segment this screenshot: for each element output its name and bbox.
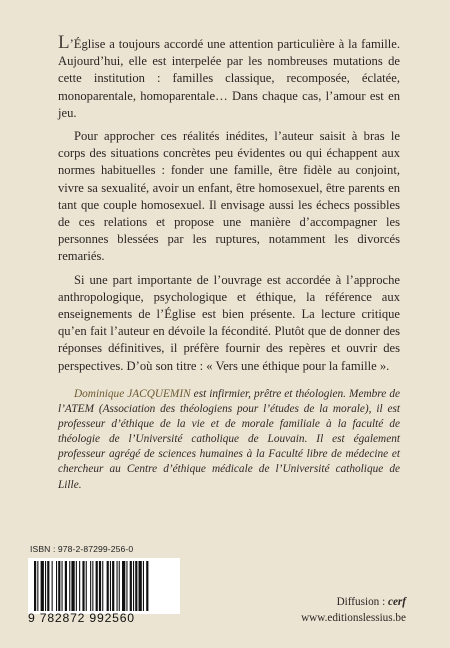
- barcode-bar: [133, 561, 134, 611]
- barcode-bar: [65, 561, 67, 611]
- barcode-bar: [82, 561, 84, 611]
- blurb-paragraph: Si une part importante de l’ouvrage est accordée à l’approche anthropologique, psychologique et éthique, la référence aux enseignements de l’Église est bien présente. La lecture critique qu’en fait l’auteur en dévoile la fécondité. Plutôt que de donner des réponses définitives, il préfère fournir des repères et ouvrir des perspectives. D’où son titre : « Vers une éthique pour la famille ».: [58, 272, 400, 373]
- blurb-text: [58, 32, 400, 381]
- author-bio-paragraph: [58, 387, 400, 493]
- barcode-bar: [99, 561, 101, 611]
- barcode-bar: [117, 561, 118, 611]
- barcode-bar: [119, 561, 120, 611]
- barcode-bar: [62, 561, 63, 611]
- barcode-digits: 9 782872 992560: [28, 611, 135, 625]
- barcode-bar: [92, 561, 93, 611]
- barcode-bar: [79, 561, 80, 611]
- distributor-line: [337, 596, 406, 608]
- barcode-bar: [122, 561, 125, 611]
- barcode-bar: [139, 561, 142, 611]
- author-bio: [58, 387, 400, 493]
- barcode-bar: [71, 561, 74, 611]
- barcode-bar: [45, 561, 46, 611]
- barcode-bar: [110, 561, 111, 611]
- author-name: Dominique JACQUEMIN: [74, 388, 191, 400]
- barcode-bar: [58, 561, 60, 611]
- barcode-bar: [41, 561, 44, 611]
- isbn-label: ISBN : 978-2-87299-256-0: [30, 544, 134, 554]
- barcode-bar: [96, 561, 98, 611]
- publisher-website: www.editionslessius.be: [301, 612, 406, 624]
- author-bio-text: est infirmier, prêtre et théologien. Membre de l’ATEM (Association des théologiens pour l’études de la morale), il est professeur d’éthique de la vie et de morale familiale à la faculté de théologie de l’Université catholique de Louvain. Il est également professeur agrégé de sciences humaines à la Faculté libre de médecine et chercheur au Centre d’éthique médicale de l’Université catholique de Lille.: [58, 388, 400, 491]
- barcode-bar: [107, 561, 109, 611]
- barcode-bar: [135, 561, 137, 611]
- barcode-bar: [102, 561, 103, 611]
- barcode-bar: [126, 561, 127, 611]
- blurb-paragraph: Pour approcher ces réalités inédites, l’auteur saisit à bras le corps des situations concrètes peu évidentes ou qui échappent aux normes habituelles : fonder une famille, être fidèle au conjoint, vivre sa sexualité, avoir un enfant, être homosexuel, être parents en tant que couple homosexuel. Il envisage aussi les échecs possibles de ces relations et propose une manière d’accompagner les personnes blessées par les ruptures, notamment les divorcés remariés.: [58, 129, 400, 264]
- barcode-bar: [69, 561, 70, 611]
- barcode-bar: [37, 561, 38, 611]
- barcode-bar: [76, 561, 77, 611]
- barcode-bar: [34, 561, 36, 611]
- barcode-bar: [112, 561, 114, 611]
- distributor-label: Diffusion :: [336, 596, 388, 608]
- barcode-bar: [56, 561, 57, 611]
- barcode-bar: [47, 561, 49, 611]
- dropcap-letter: L: [58, 32, 70, 53]
- blurb-paragraph: [58, 32, 400, 122]
- barcode-bar: [130, 561, 132, 611]
- barcode-bar: [143, 561, 144, 611]
- barcode-bar: [146, 561, 148, 611]
- barcode-bar: [90, 561, 91, 611]
- distributor-brand: cerf: [387, 596, 406, 608]
- barcode-bar: [52, 561, 53, 611]
- blurb-paragraph-text: ’Église a toujours accordé une attention particulière à la famille. Aujourd’hui, elle est interpelée par les nombreuses mutations de cette institution : familles classique, recomposée, éclatée, monoparentale, homoparentale… Dans chaque cas, l’amour est en jeu.: [58, 37, 400, 120]
- barcode-bar: [86, 561, 87, 611]
- barcode-image: [28, 558, 180, 614]
